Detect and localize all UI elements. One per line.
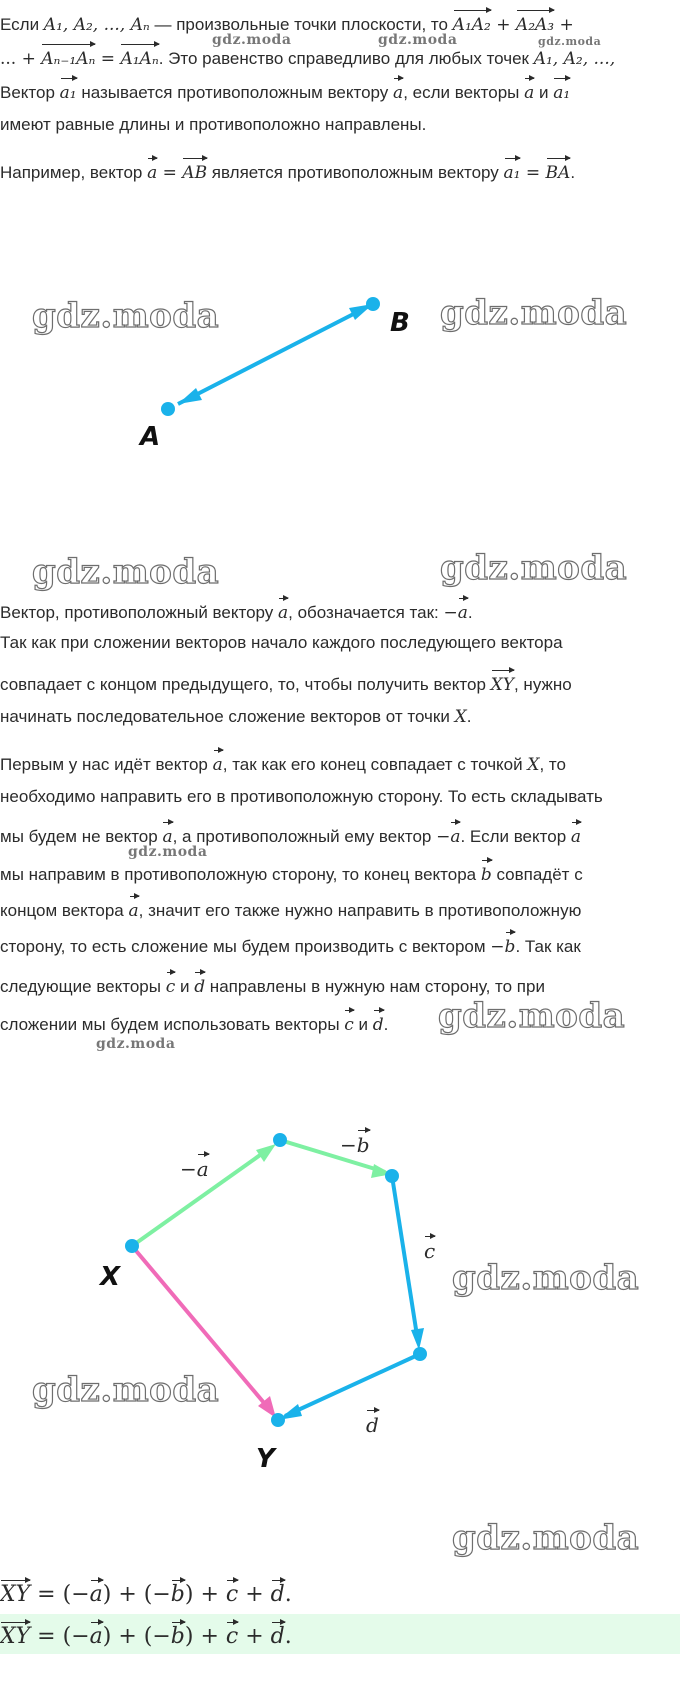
watermark: gdz.moda [32, 296, 220, 336]
text-span: . Так как [515, 937, 581, 956]
text-span: , нужно [513, 675, 572, 694]
text-span: . Если вектор [460, 827, 571, 846]
text-span: следующие векторы [0, 977, 166, 996]
text-span: называется противоположным вектору [76, 83, 394, 102]
label-neg-b: −b [340, 1128, 370, 1156]
text-span: мы направим в противоположную сторону, то конец вектора [0, 865, 481, 884]
plus-sign: + [554, 15, 574, 35]
math-points: A₁, A₂, ..., [533, 49, 616, 69]
text-span: Так как при сложении векторов начало каждого последующего вектора [0, 633, 563, 652]
vector-c: c [344, 1008, 354, 1036]
vector-a: a [278, 596, 288, 624]
vector-d: d [366, 1408, 379, 1436]
vector-a1a2: A₁A₂ [453, 8, 491, 36]
vector-d-line [285, 1354, 420, 1416]
text-span: , если векторы [403, 83, 525, 102]
vector-a: a [197, 1152, 209, 1180]
vector-a: a [162, 820, 172, 848]
watermark: gdz.moda [452, 1258, 640, 1298]
watermark-small: gdz.moda [378, 32, 458, 48]
watermark-small: gdz.moda [128, 844, 208, 860]
point-x: X [527, 755, 540, 775]
math-points: A₁, A₂, ..., Aₙ [43, 15, 150, 35]
equals-sign: = [157, 163, 183, 183]
text-span: Вектор [0, 83, 60, 102]
watermark: gdz.moda [32, 552, 220, 592]
point-1-dot [273, 1133, 287, 1147]
vector-a1: a₁ [60, 76, 77, 104]
vector-xy: XY [0, 1578, 30, 1606]
vector-a1: a₁ [553, 76, 570, 104]
period: . [466, 707, 472, 726]
plus-sign: + [490, 15, 516, 35]
text-line-5 [0, 156, 575, 184]
text-span: совпадает с концом предыдущего, то, чтобы получить вектор [0, 675, 491, 694]
text-span: и [534, 83, 554, 102]
point-x: X [454, 707, 467, 727]
text-span: Вектор, противоположный вектору [0, 603, 279, 622]
text-line-13 [0, 858, 583, 886]
equals-sign: = [520, 163, 546, 183]
watermark: gdz.moda [440, 548, 628, 588]
text-span: Например, вектор [0, 163, 148, 182]
text-span: начинать последовательное сложение векторов от точки [0, 707, 455, 726]
text-line-6 [0, 596, 473, 624]
text-line-16 [0, 970, 545, 998]
vector-d: d [271, 1620, 285, 1648]
watermark: gdz.moda [440, 293, 628, 333]
vector-ab: AB [182, 156, 207, 184]
arrowhead [256, 1144, 276, 1162]
point-2-dot [385, 1169, 399, 1183]
vector-a: a [458, 596, 468, 624]
text-span: , значит его также нужно направить в противоположную [138, 901, 582, 920]
vector-b: b [357, 1128, 370, 1156]
vector-b: b [171, 1620, 185, 1648]
text-span: является противоположным вектору [207, 163, 504, 182]
watermark-tiny: gdz.moda [538, 35, 602, 48]
period: . [158, 49, 169, 68]
text-line-17 [0, 1008, 388, 1036]
text-span: мы будем не вектор [0, 827, 163, 846]
point-b-label: B [390, 308, 410, 338]
point-a-dot [161, 402, 175, 416]
label-c [424, 1234, 435, 1262]
text-span: Если [0, 15, 44, 34]
vector-a: a [90, 1620, 103, 1648]
text-span: , обозначается так: [288, 603, 444, 622]
text-span: и [175, 977, 195, 996]
text-line-9 [0, 706, 471, 728]
text-line-2 [0, 42, 615, 70]
vector-a: a [450, 820, 460, 848]
vector-an1an: Aₙ₋₁Aₙ [41, 42, 95, 70]
vector-a1an: A₁Aₙ [120, 42, 158, 70]
vector-a: a [129, 894, 139, 922]
vector-c: c [226, 1578, 238, 1606]
vector-xy: XY [491, 668, 514, 696]
equation-1: XY = (−a) + (−b) + c + d. [0, 1578, 292, 1606]
point-y-dot [271, 1413, 285, 1427]
text-span: , а противоположный ему вектор [172, 827, 437, 846]
point-a-label: A [140, 422, 161, 452]
equation-2: XY = (−a) + (−b) + c + d. [0, 1620, 292, 1648]
text-span: совпадёт с [491, 865, 583, 884]
vector-b: b [481, 858, 492, 886]
period: . [383, 1015, 389, 1034]
vector-c: c [424, 1234, 435, 1262]
text-line-4 [0, 114, 426, 136]
vector-a: a [90, 1578, 103, 1606]
text-line-8 [0, 668, 572, 696]
text-span: — произвольные точки плоскости, то [149, 15, 453, 34]
vector-c: c [226, 1620, 238, 1648]
text-span: необходимо направить его в противоположную сторону. То есть складывать [0, 787, 603, 806]
watermark: gdz.moda [452, 1518, 640, 1558]
text-span: сложении мы будем использовать векторы [0, 1015, 345, 1034]
vector-b: b [505, 930, 516, 958]
equals-sign: = [95, 49, 121, 69]
text-span: сторону, то есть сложение мы будем производить с вектором [0, 937, 491, 956]
point-3-dot [413, 1347, 427, 1361]
point-y-label: Y [256, 1444, 275, 1474]
neg-a: −a [436, 827, 460, 847]
text-line-15 [0, 930, 581, 958]
text-span: имеют равные длины и противоположно направлены. [0, 115, 427, 134]
figure-vector-sum [0, 1120, 680, 1480]
watermark: gdz.moda [438, 996, 626, 1036]
text-span: Первым у нас идёт вектор [0, 755, 213, 774]
period: . [570, 163, 576, 182]
vector-d: d [373, 1008, 384, 1036]
vector-d: d [271, 1578, 285, 1606]
vector-a2a3: A₂A₃ [516, 8, 554, 36]
text-line-12 [0, 820, 581, 848]
watermark: gdz.moda [32, 1370, 220, 1410]
watermark-small: gdz.moda [212, 32, 292, 48]
text-span: концом вектора [0, 901, 129, 920]
text-line-11 [0, 786, 603, 808]
vector-a: a [524, 76, 534, 104]
vector-c: c [166, 970, 176, 998]
text-line-3 [0, 76, 570, 104]
vector-ba: BA [546, 156, 571, 184]
text-span: , так как его конец совпадает с точкой [222, 755, 528, 774]
neg-a: −a [443, 603, 467, 623]
vector-c-line [392, 1176, 418, 1342]
arrowhead [178, 388, 202, 404]
watermark-small: gdz.moda [96, 1036, 176, 1052]
vector-a1: a₁ [504, 156, 521, 184]
period: . [467, 603, 473, 622]
neg-b: −b [490, 937, 515, 957]
point-x-dot [125, 1239, 139, 1253]
vector-b: b [171, 1578, 185, 1606]
text-span: и [353, 1015, 373, 1034]
vector-xy: XY [0, 1620, 30, 1648]
vector-a: a [213, 748, 223, 776]
point-b-dot [366, 297, 380, 311]
label-d [366, 1408, 379, 1436]
text-line-14 [0, 894, 581, 922]
vector-a: a [147, 156, 157, 184]
text-span: Это равенство справедливо для любых точек [168, 49, 534, 68]
text-line-10 [0, 748, 566, 776]
point-x-label: X [100, 1262, 121, 1292]
vector-d: d [194, 970, 205, 998]
text-span: направлены в нужную нам сторону, то при [205, 977, 545, 996]
vector-a: a [393, 76, 403, 104]
vector-a: a [571, 820, 581, 848]
text-span: , то [539, 755, 566, 774]
math-dots: ... + [0, 49, 42, 69]
label-neg-a: −a [180, 1152, 209, 1180]
arrowhead [411, 1328, 424, 1350]
text-line-7 [0, 632, 563, 654]
